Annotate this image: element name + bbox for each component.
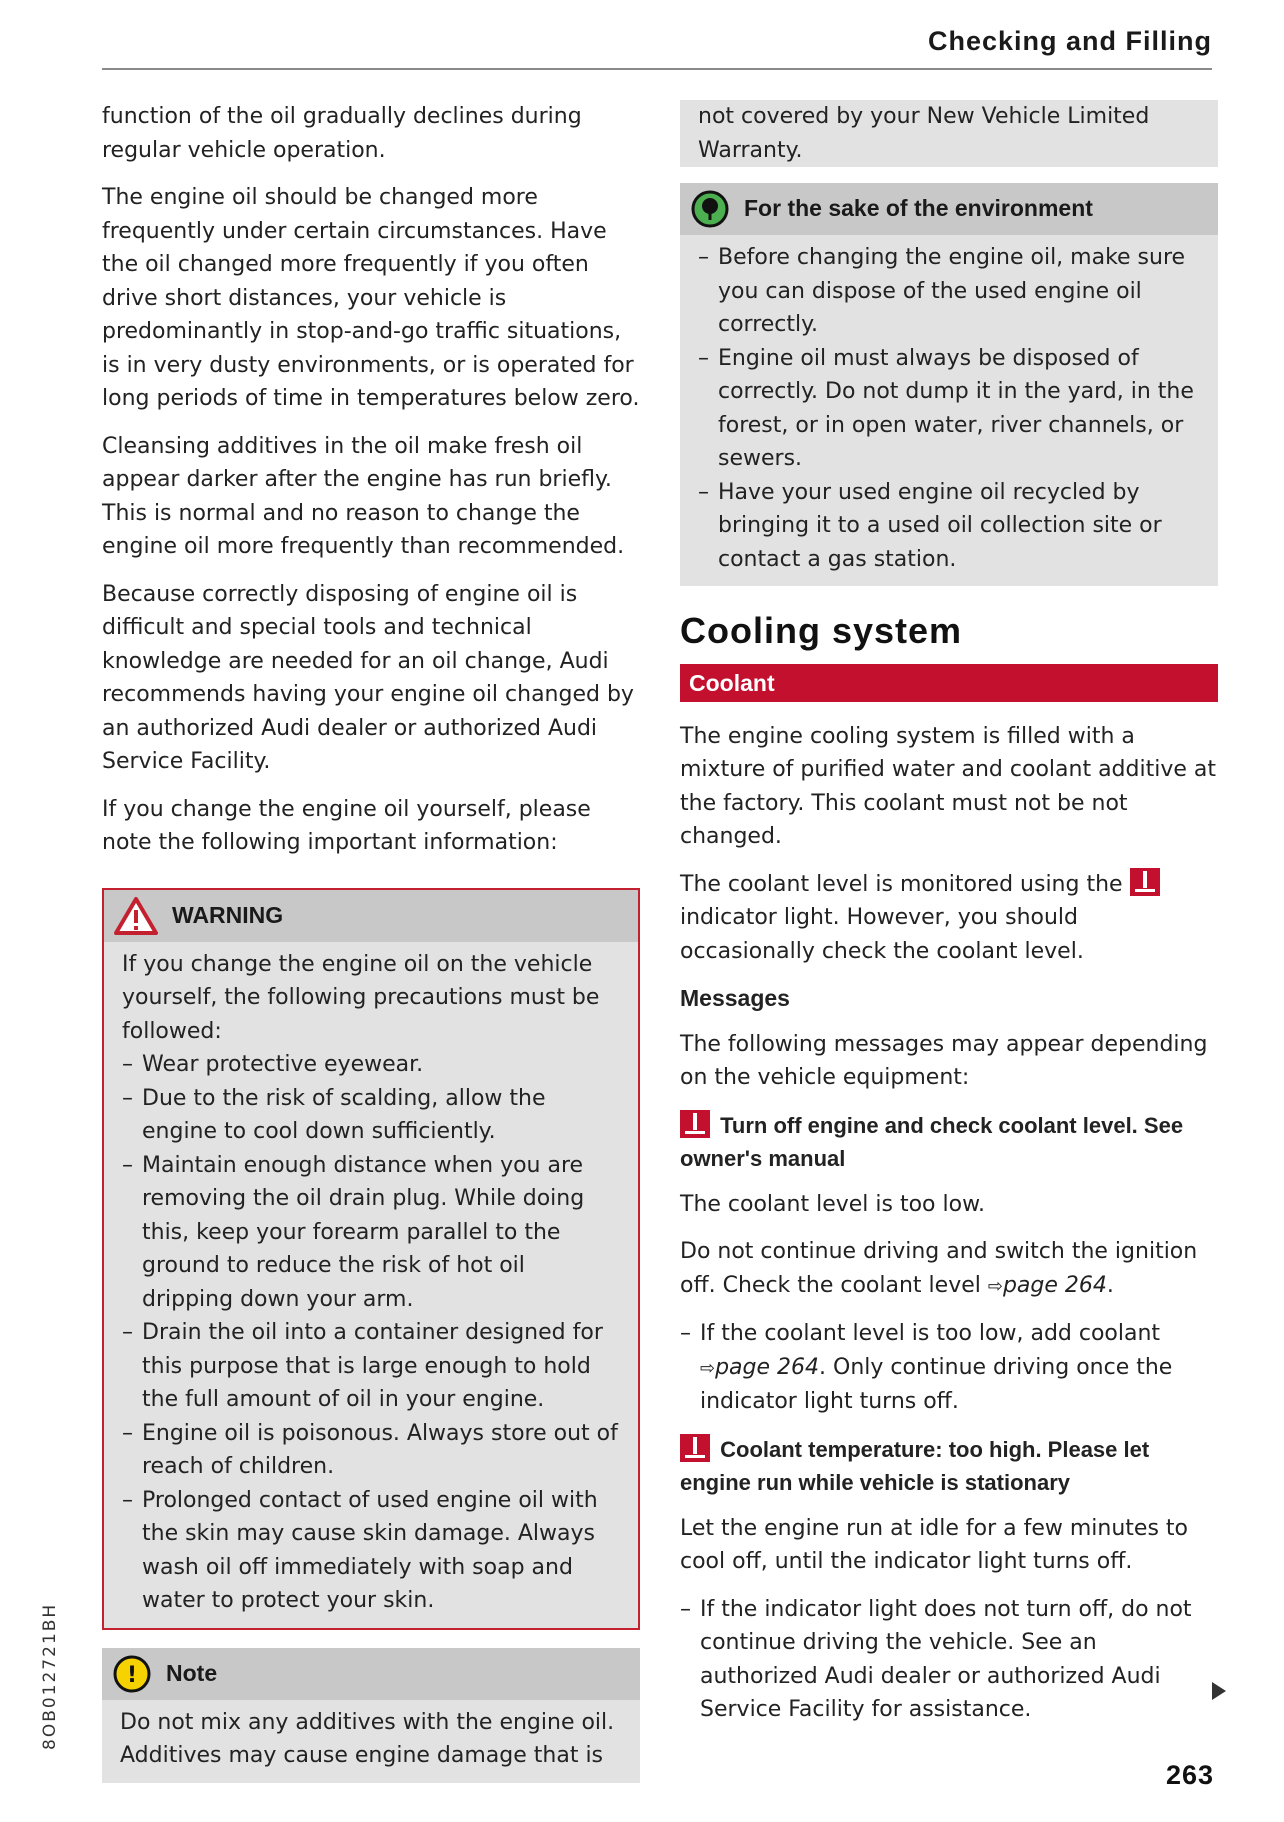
text-run: The coolant level is monitored using the [680, 871, 1123, 897]
list-item: – Due to the risk of scalding, allow the engine to cool down sufficiently. [122, 1082, 620, 1149]
text-run: indicator light. However, you should occasionally check the coolant level. [680, 905, 1084, 964]
header-divider [102, 68, 1212, 70]
section-heading: Cooling system [680, 610, 963, 651]
document-code: 8OB012721BH [40, 1602, 60, 1750]
message-heading [680, 1109, 1218, 1176]
warning-intro: If you change the engine oil on the vehicle yourself, the following precautions must be followed: [122, 951, 600, 1044]
paragraph: The following messages may appear depending on the vehicle equipment: [680, 1031, 1208, 1090]
paragraph: function of the oil gradually declines during regular vehicle operation. [102, 104, 582, 163]
paragraph: If you change the engine oil yourself, please note the following important information: [102, 796, 591, 855]
svg-text:!: ! [126, 1662, 138, 1688]
coolant-temperature-icon [1130, 868, 1160, 896]
coolant-temperature-icon [680, 1434, 710, 1462]
note-header [102, 1648, 640, 1700]
list-item [680, 1317, 1218, 1419]
paragraph: The coolant level is too low. [680, 1191, 986, 1217]
arrow-right-icon: ⇨ [987, 1275, 1003, 1297]
page-reference-link[interactable]: page 264 [1002, 1272, 1107, 1298]
message-heading [680, 1433, 1218, 1500]
note-continuation: not covered by your New Vehicle Limited Warranty. [680, 100, 1218, 167]
list-item: – If the indicator light does not turn off, do not continue driving the vehicle. See an authorized Audi dealer or authorized Audi Service Facility for assistance. [680, 1593, 1218, 1727]
list-item: – Drain the oil into a container designed for this purpose that is large enough to hold the full amount of oil in your engine. [122, 1316, 620, 1417]
text-run: . [1106, 1272, 1114, 1298]
page-reference-link[interactable]: page 264 [715, 1354, 820, 1380]
subsection-heading: Coolant [680, 664, 1218, 702]
warning-box [102, 888, 640, 1630]
list-item: – Engine oil is poisonous. Always store out of reach of children. [122, 1417, 620, 1484]
paragraph: The engine cooling system is filled with a mixture of purified water and coolant additive at the factory. This coolant must not be not changed. [680, 723, 1216, 849]
environment-box [680, 183, 1218, 586]
tree-icon [690, 189, 730, 229]
paragraph [680, 1235, 1218, 1303]
paragraph [680, 868, 1218, 969]
note-text: Do not mix any additives with the engine oil. Additives may cause engine damage that is [120, 1709, 615, 1768]
paragraph: The engine oil should be changed more frequently under certain circumstances. Have the oil changed more frequently if you often drive short distances, your vehicle is predominantly in stop-and-go traffic situations, is in very dusty environments, or is operated for long periods of time in temperatures below zero. [102, 185, 640, 411]
environment-list [698, 241, 1200, 576]
note-box [102, 1648, 640, 1783]
note-title: Note [166, 1659, 218, 1686]
warning-title: WARNING [172, 901, 284, 928]
list-item: – Have your used engine oil recycled by bringing it to a used oil collection site or contact a gas station. [698, 476, 1200, 577]
continue-arrow-icon [1212, 1682, 1226, 1700]
paragraph: Let the engine run at idle for a few minutes to cool off, until the indicator light turns off. [680, 1515, 1189, 1574]
paragraph: Because correctly disposing of engine oil is difficult and special tools and technical knowledge are needed for an oil change, Audi recommends having your engine oil changed by an authorized Audi dealer or authorized Audi Service Facility. [102, 581, 634, 774]
message-text: Coolant temperature: too high. Please let engine run while vehicle is stationary [680, 1436, 1150, 1495]
arrow-right-icon: ⇨ [700, 1357, 716, 1379]
list-item: – Engine oil must always be disposed of correctly. Do not dump it in the yard, in the forest, or in open water, river channels, or sewers. [698, 342, 1200, 476]
message-text: Turn off engine and check coolant level. See owner's manual [680, 1112, 1184, 1171]
paragraph: Cleansing additives in the oil make fresh oil appear darker after the engine has run briefly. This is normal and no reason to change the engine oil more frequently than recommended. [102, 433, 625, 559]
list-item: – Prolonged contact of used engine oil with the skin may cause skin damage. Always wash oil off immediately with soap and water to protect your skin. [122, 1484, 620, 1618]
page-number: 263 [1165, 1760, 1214, 1790]
instruction-list [680, 1317, 1218, 1419]
warning-list [122, 1048, 620, 1618]
coolant-temperature-icon [680, 1110, 710, 1138]
text-run: Do not continue driving and switch the ignition off. Check the coolant level [680, 1239, 1198, 1298]
right-column [680, 100, 1218, 1727]
warning-triangle-icon [114, 896, 158, 936]
messages-heading: Messages [680, 985, 790, 1011]
instruction-list [680, 1593, 1218, 1727]
text-run: If the coolant level is too low, add coolant [700, 1321, 1161, 1346]
list-item: – Wear protective eyewear. [122, 1048, 620, 1082]
list-item: – Before changing the engine oil, make sure you can dispose of the used engine oil correctly. [698, 241, 1200, 342]
text-run: . Only continue driving once the indicator light turns off. [700, 1354, 1173, 1414]
list-item: – Maintain enough distance when you are removing the oil drain plug. While doing this, keep your forearm parallel to the ground to reduce the risk of hot oil dripping down your arm. [122, 1149, 620, 1317]
left-column [102, 100, 640, 1801]
warning-header [104, 890, 638, 942]
exclamation-circle-icon [112, 1654, 152, 1694]
page-header-title: Checking and Filling [927, 26, 1212, 56]
environment-header [680, 183, 1218, 235]
environment-title: For the sake of the environment [744, 195, 1093, 222]
